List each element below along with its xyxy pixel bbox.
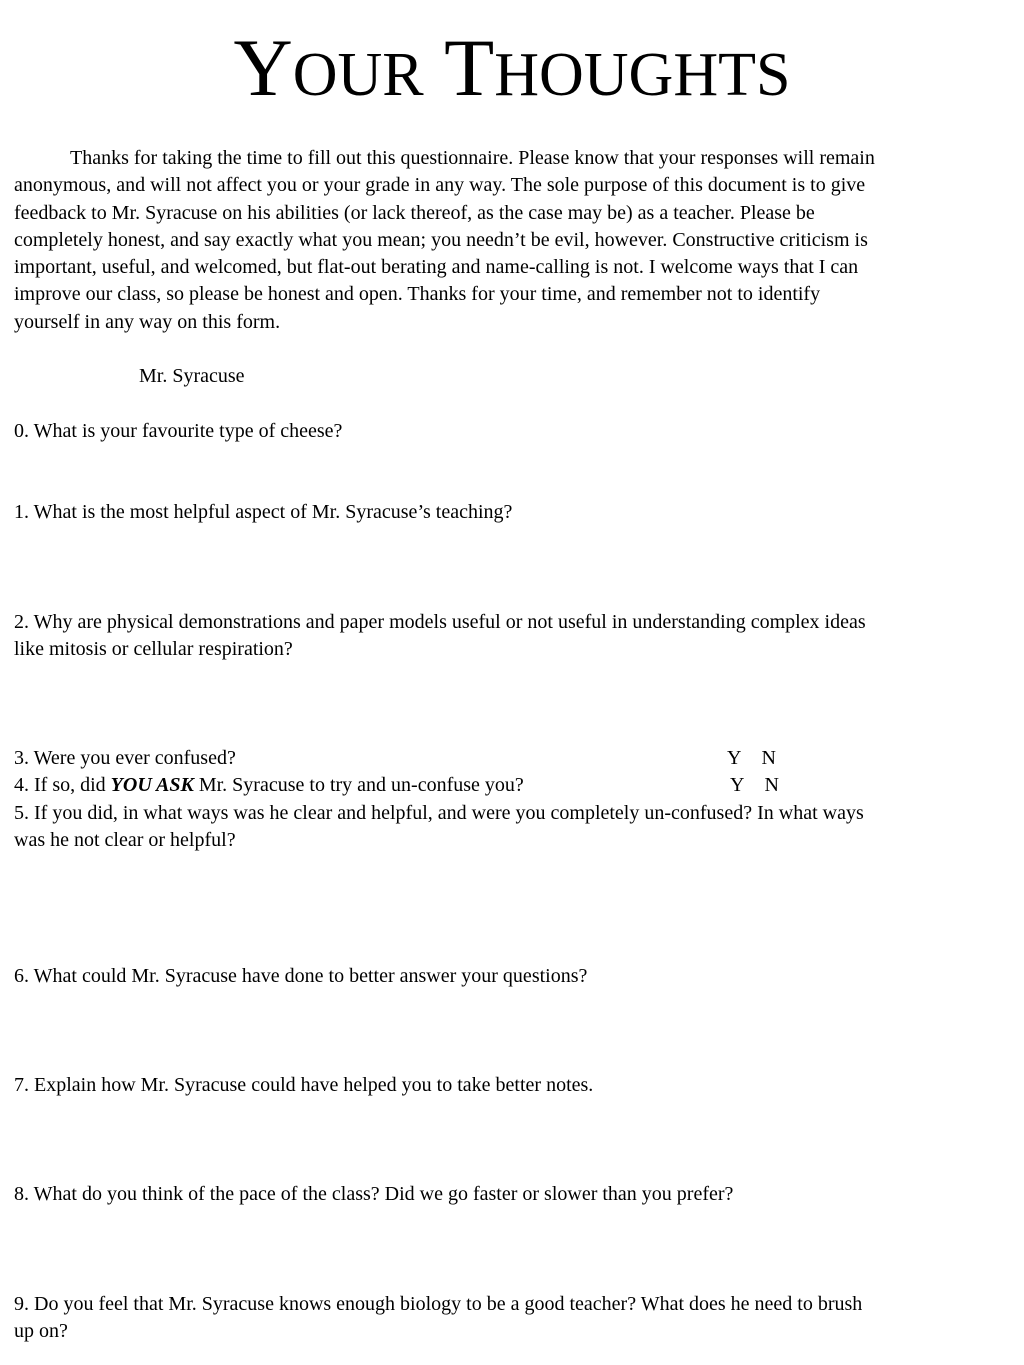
question-0 (14, 418, 1010, 445)
question-text: 3. Were you ever confused? (14, 747, 236, 769)
question-text: 6. What could Mr. Syracuse have done to better answer your questions? (14, 965, 588, 987)
page-title (0, 22, 1024, 121)
question-text: 0. What is your favourite type of cheese? (14, 420, 343, 442)
yes-option[interactable]: Y (730, 774, 745, 796)
question-2 (14, 609, 1010, 664)
intro-line: important, useful, and welcomed, but flat-out berating and name-calling is not. I welcome ways that I can (14, 256, 859, 279)
no-option[interactable]: N (764, 774, 779, 796)
question-text: 9. Do you feel that Mr. Syracuse knows enough biology to be a good teacher? What does he need to brush (14, 1293, 863, 1315)
question-7 (14, 1072, 1010, 1099)
question-text: 5. If you did, in what ways was he clear and helpful, and were you completely un-confused? In what ways (14, 802, 864, 824)
question-text: up on? (14, 1320, 68, 1343)
question-text: 1. What is the most helpful aspect of Mr. Syracuse’s teaching? (14, 501, 513, 523)
intro-paragraph (14, 145, 1010, 336)
question-text: was he not clear or helpful? (14, 829, 236, 852)
intro-line: Thanks for taking the time to fill out this questionnaire. Please know that your responses will remain (70, 147, 875, 169)
title-rest-1: OUR (292, 41, 424, 109)
question-3-yes-no[interactable] (727, 745, 776, 772)
title-initial-2: T (444, 22, 495, 113)
question-1 (14, 499, 1010, 526)
no-option[interactable]: N (761, 747, 776, 769)
intro-line: anonymous, and will not affect you or your grade in any way. The sole purpose of this document is to give (14, 174, 866, 197)
title-rest-2: HOUGHTS (494, 41, 791, 109)
question-3 (14, 745, 1010, 772)
title-initial-1: Y (233, 22, 293, 113)
intro-line: feedback to Mr. Syracuse on his abilities (or lack thereof, as the case may be) as a teacher. Please be (14, 201, 815, 224)
question-text: 7. Explain how Mr. Syracuse could have helped you to take better notes. (14, 1074, 594, 1096)
question-4-yes-no[interactable] (730, 772, 779, 799)
question-5 (14, 800, 1010, 855)
intro-line: yourself in any way on this form. (14, 310, 281, 333)
question-text: 2. Why are physical demonstrations and paper models useful or not useful in understanding complex ideas (14, 611, 866, 633)
question-text-suffix: Mr. Syracuse to try and un-confuse you? (193, 774, 524, 796)
question-6 (14, 963, 1010, 990)
question-9 (14, 1291, 1010, 1346)
intro-line: improve our class, so please be honest and open. Thanks for your time, and remember not to identify (14, 283, 821, 306)
intro-line: completely honest, and say exactly what you mean; you needn’t be evil, however. Constructive criticism is (14, 228, 868, 251)
question-text: 8. What do you think of the pace of the class? Did we go faster or slower than you prefer? (14, 1183, 734, 1205)
yes-option[interactable]: Y (727, 747, 742, 769)
question-4 (14, 772, 1010, 799)
question-emphasis: YOU ASK (110, 774, 194, 796)
signature: Mr. Syracuse (139, 365, 245, 387)
question-text-prefix: 4. If so, did (14, 774, 111, 796)
question-8 (14, 1181, 1010, 1208)
question-text: like mitosis or cellular respiration? (14, 638, 293, 661)
